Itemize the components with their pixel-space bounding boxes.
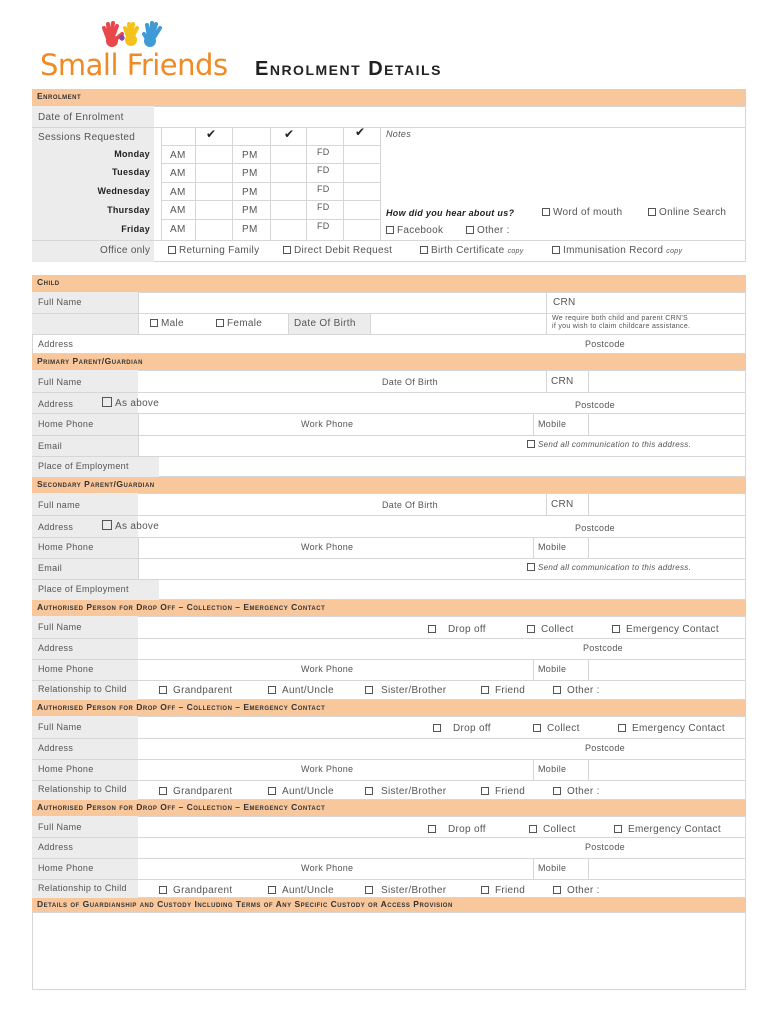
pm-wed[interactable]: PM [242,187,258,198]
page-title: Enrolment Details [255,58,442,80]
hear-online-search[interactable]: Online Search [648,207,726,218]
auth3-emergency[interactable]: Emergency Contact [614,824,721,835]
auth2-friend[interactable]: Friend [481,786,525,797]
pm-tue[interactable]: PM [242,168,258,179]
enrolment-label-col [32,106,154,262]
am-thu[interactable]: AM [170,205,186,216]
auth3-other[interactable]: Other : [553,885,600,896]
auth2-mobile-label: Mobile [538,764,567,774]
primary-employment-label: Place of Employment [38,461,129,471]
auth3-sister-brother[interactable]: Sister/Brother [365,885,446,896]
notes-label: Notes [386,129,412,139]
auth1-full-name-label: Full Name [38,622,82,632]
fd-fri[interactable]: FD [317,221,330,231]
hands-icon [98,14,168,48]
child-postcode-label: Postcode [585,339,625,349]
am-tick: ✔ [206,127,217,141]
auth2-work-phone-label: Work Phone [301,764,354,774]
auth1-postcode-label: Postcode [583,643,623,653]
crn-note-2: if you wish to claim childcare assistance. [552,323,691,330]
auth1-relationship-label: Relationship to Child [38,684,127,694]
primary-as-above[interactable]: As above [102,397,159,409]
auth1-work-phone-label: Work Phone [301,664,354,674]
secondary-crn-label: CRN [551,499,574,510]
primary-dob-label: Date Of Birth [382,377,438,387]
auth2-address-label: Address [38,743,74,753]
auth3-work-phone-label: Work Phone [301,863,354,873]
secondary-mobile-label: Mobile [538,542,567,552]
secondary-band: Secondary Parent/Guardian [32,477,746,493]
auth1-drop-off[interactable]: Drop off [428,624,486,635]
auth1-other[interactable]: Other : [553,685,600,696]
primary-postcode-label: Postcode [575,400,615,410]
fd-mon[interactable]: FD [317,147,330,157]
child-address-label: Address [38,339,74,349]
primary-crn-label: CRN [551,376,574,387]
auth2-collect[interactable]: Collect [533,723,580,734]
auth2-full-name-label: Full Name [38,722,82,732]
auth1-emergency[interactable]: Emergency Contact [612,624,719,635]
auth2-home-phone-label: Home Phone [38,764,94,774]
auth1-address-label: Address [38,643,74,653]
primary-work-phone-label: Work Phone [301,419,354,429]
fd-tick: ✔ [355,125,366,139]
child-full-name-label: Full Name [38,297,82,307]
auth2-grandparent[interactable]: Grandparent [159,786,232,797]
secondary-address-label: Address [38,522,74,532]
auth2-aunt-uncle[interactable]: Aunt/Uncle [268,786,334,797]
auth3-postcode-label: Postcode [585,842,625,852]
secondary-postcode-label: Postcode [575,523,615,533]
am-tue[interactable]: AM [170,168,186,179]
day-tuesday: Tuesday [112,167,150,177]
crn-note-1: We require both child and parent CRN'S [552,315,688,322]
child-crn-label: CRN [553,297,576,308]
am-fri[interactable]: AM [170,224,186,235]
office-only-label: Office only [100,245,151,256]
authorised-band-1: Authorised Person for Drop Off – Collection – Emergency Contact [32,600,746,616]
auth2-postcode-label: Postcode [585,743,625,753]
auth1-home-phone-label: Home Phone [38,664,94,674]
office-birth-certificate[interactable]: Birth Certificate copy [420,245,524,256]
child-male[interactable]: Male [150,318,184,329]
hear-facebook[interactable]: Facebook [386,225,443,236]
child-band: Child [32,275,746,292]
hear-other[interactable]: Other : [466,225,510,236]
auth3-relationship-label: Relationship to Child [38,883,127,893]
primary-address-label: Address [38,399,74,409]
secondary-send-all[interactable]: Send all communication to this address. [527,563,691,572]
logo [40,14,250,84]
authorised-band-3: Authorised Person for Drop Off – Collection – Emergency Contact [32,800,746,816]
secondary-email-label: Email [38,563,63,573]
secondary-home-phone-label: Home Phone [38,542,94,552]
auth2-drop-off[interactable]: Drop off [433,723,491,734]
auth1-grandparent[interactable]: Grandparent [159,685,232,696]
office-immunisation[interactable]: Immunisation Record copy [552,245,682,256]
day-wednesday: Wednesday [97,186,150,196]
date-of-enrolment-label: Date of Enrolment [38,112,124,123]
auth2-emergency[interactable]: Emergency Contact [618,723,725,734]
secondary-dob-label: Date Of Birth [382,500,438,510]
pm-mon[interactable]: PM [242,150,258,161]
auth3-collect[interactable]: Collect [529,824,576,835]
auth3-grandparent[interactable]: Grandparent [159,885,232,896]
auth2-relationship-label: Relationship to Child [38,784,127,794]
day-monday: Monday [114,149,150,159]
auth2-other[interactable]: Other : [553,786,600,797]
office-direct-debit[interactable]: Direct Debit Request [283,245,392,256]
am-mon[interactable]: AM [170,150,186,161]
auth1-friend[interactable]: Friend [481,685,525,696]
auth3-mobile-label: Mobile [538,863,567,873]
fd-thu[interactable]: FD [317,202,330,212]
auth2-sister-brother[interactable]: Sister/Brother [365,786,446,797]
hear-question: How did you hear about us? [386,208,515,218]
auth3-home-phone-label: Home Phone [38,863,94,873]
primary-band: Primary Parent/Guardian [32,354,746,370]
auth3-address-label: Address [38,842,74,852]
primary-mobile-label: Mobile [538,419,567,429]
enrolment-band: Enrolment [32,89,746,106]
hear-word-of-mouth[interactable]: Word of mouth [542,207,622,218]
auth3-friend[interactable]: Friend [481,885,525,896]
pm-fri[interactable]: PM [242,224,258,235]
secondary-employment-label: Place of Employment [38,584,129,594]
office-returning-family[interactable]: Returning Family [168,245,259,256]
pm-thu[interactable]: PM [242,205,258,216]
secondary-as-above[interactable]: As above [102,520,159,532]
auth1-sister-brother[interactable]: Sister/Brother [365,685,446,696]
auth3-aunt-uncle[interactable]: Aunt/Uncle [268,885,334,896]
primary-full-name-label: Full Name [38,377,82,387]
day-friday: Friday [121,224,150,234]
pm-tick: ✔ [284,127,295,141]
primary-home-phone-label: Home Phone [38,419,94,429]
primary-email-label: Email [38,441,63,451]
custody-band: Details of Guardianship and Custody Including Terms of Any Specific Custody or Access Provision [32,898,746,912]
secondary-full-name-label: Full name [38,500,81,510]
custody-textarea[interactable] [32,912,746,990]
fd-wed[interactable]: FD [317,184,330,194]
brand-name: Small Friends [40,48,228,82]
authorised-band-2: Authorised Person for Drop Off – Collection – Emergency Contact [32,700,746,716]
auth1-collect[interactable]: Collect [527,624,574,635]
auth1-aunt-uncle[interactable]: Aunt/Uncle [268,685,334,696]
auth3-drop-off[interactable]: Drop off [428,824,486,835]
auth3-full-name-label: Full Name [38,822,82,832]
fd-tue[interactable]: FD [317,165,330,175]
sessions-requested-label: Sessions Requested [38,132,136,143]
am-wed[interactable]: AM [170,187,186,198]
child-female[interactable]: Female [216,318,262,329]
primary-send-all[interactable]: Send all communication to this address. [527,440,691,449]
child-dob-label: Date Of Birth [294,318,356,329]
day-thursday: Thursday [107,205,150,215]
auth1-mobile-label: Mobile [538,664,567,674]
secondary-work-phone-label: Work Phone [301,542,354,552]
